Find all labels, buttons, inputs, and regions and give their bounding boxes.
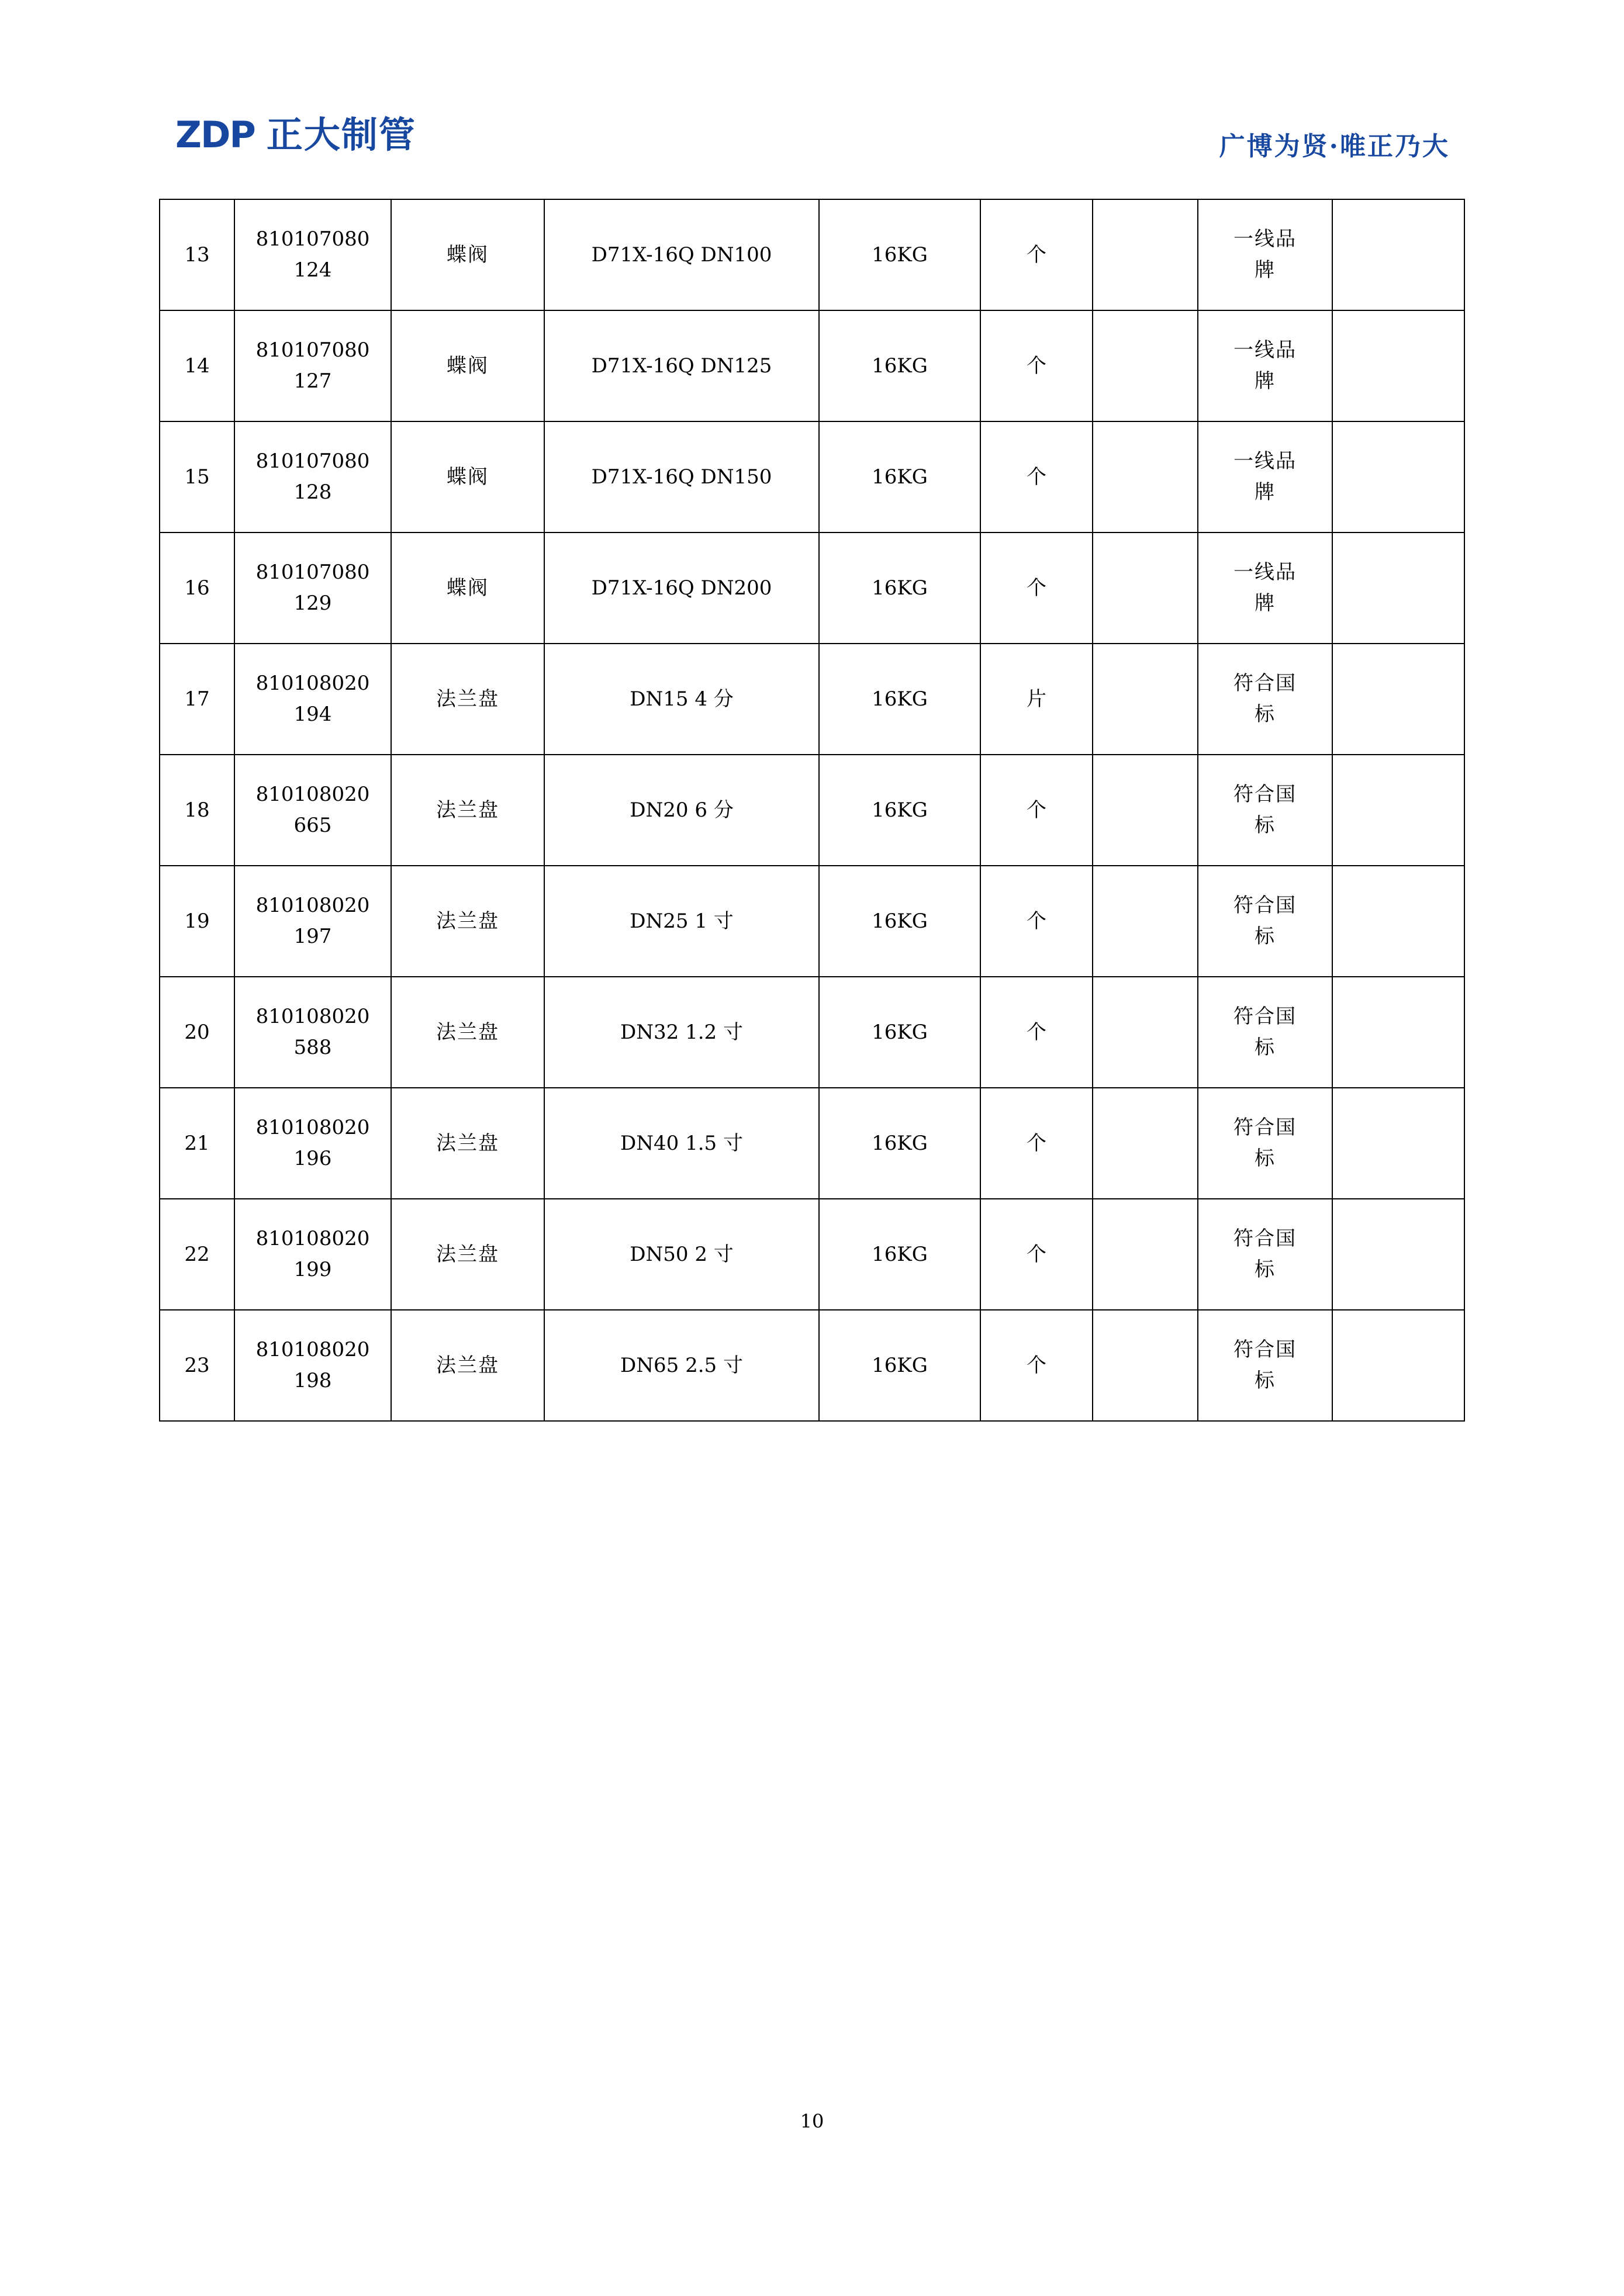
material-code-line2: 124 (293, 258, 332, 282)
row-product-name: 法兰盘 (391, 644, 544, 755)
page-header (175, 113, 1450, 187)
row-brand-requirement (1198, 866, 1332, 977)
row-index: 20 (160, 977, 234, 1088)
row-unit: 个 (980, 755, 1093, 866)
material-code-line2: 127 (293, 369, 332, 393)
row-unit: 个 (980, 1199, 1093, 1310)
row-brand-requirement (1198, 644, 1332, 755)
row-index: 18 (160, 755, 234, 866)
table-row (160, 199, 1464, 310)
row-pressure: 16KG (819, 421, 980, 532)
row-brand-requirement (1198, 1088, 1332, 1199)
row-material-code (234, 1199, 391, 1310)
table-row (160, 977, 1464, 1088)
brand-line2: 标 (1255, 814, 1276, 837)
material-code-line2: 588 (293, 1036, 332, 1059)
brand-line2: 牌 (1255, 592, 1276, 615)
row-unit: 个 (980, 310, 1093, 421)
table-row (160, 310, 1464, 421)
material-code-line2: 197 (293, 925, 332, 948)
material-code-line2: 665 (293, 814, 332, 837)
material-code-line1: 810108020 (255, 783, 370, 807)
row-brand-requirement (1198, 755, 1332, 866)
row-spec-model: D71X-16Q DN150 (544, 421, 819, 532)
row-quantity (1093, 644, 1198, 755)
row-quantity (1093, 1199, 1198, 1310)
row-note (1332, 199, 1464, 310)
row-unit: 个 (980, 421, 1093, 532)
brand-line1: 一线品 (1233, 449, 1297, 473)
row-material-code (234, 421, 391, 532)
row-note (1332, 977, 1464, 1088)
table-row (160, 1199, 1464, 1310)
material-code-line1: 810108020 (255, 1116, 370, 1140)
brand-line1: 符合国 (1233, 894, 1297, 918)
spec-table-body (160, 199, 1464, 1421)
row-product-name: 法兰盘 (391, 1310, 544, 1421)
row-index: 14 (160, 310, 234, 421)
row-index: 15 (160, 421, 234, 532)
brand-line1: 符合国 (1233, 1116, 1297, 1140)
row-index: 23 (160, 1310, 234, 1421)
row-spec-model: DN50 2 寸 (544, 1199, 819, 1310)
row-note (1332, 866, 1464, 977)
material-code-line1: 810107080 (255, 227, 370, 251)
material-code-line1: 810108020 (255, 1227, 370, 1251)
material-code-line1: 810107080 (255, 561, 370, 585)
row-quantity (1093, 1088, 1198, 1199)
material-code-line2: 196 (293, 1147, 332, 1170)
row-brand-requirement (1198, 977, 1332, 1088)
row-spec-model: DN20 6 分 (544, 755, 819, 866)
material-code-line2: 129 (293, 592, 332, 615)
brand-line2: 标 (1255, 1369, 1276, 1392)
row-quantity (1093, 421, 1198, 532)
row-pressure: 16KG (819, 532, 980, 644)
spec-table-container (159, 199, 1464, 1422)
row-note (1332, 421, 1464, 532)
row-product-name: 蝶阀 (391, 532, 544, 644)
row-index: 19 (160, 866, 234, 977)
brand-line2: 牌 (1255, 258, 1276, 282)
row-quantity (1093, 199, 1198, 310)
row-spec-model: DN15 4 分 (544, 644, 819, 755)
row-pressure: 16KG (819, 1088, 980, 1199)
row-spec-model: DN65 2.5 寸 (544, 1310, 819, 1421)
row-pressure: 16KG (819, 755, 980, 866)
page-footer (0, 2110, 1624, 2132)
row-note (1332, 1088, 1464, 1199)
row-pressure: 16KG (819, 1310, 980, 1421)
material-code-line1: 810107080 (255, 338, 370, 362)
row-product-name: 法兰盘 (391, 755, 544, 866)
row-pressure: 16KG (819, 866, 980, 977)
row-index: 17 (160, 644, 234, 755)
brand-line2: 标 (1255, 1147, 1276, 1170)
row-spec-model: DN32 1.2 寸 (544, 977, 819, 1088)
row-product-name: 法兰盘 (391, 866, 544, 977)
brand-line2: 标 (1255, 1258, 1276, 1281)
row-unit: 个 (980, 532, 1093, 644)
row-quantity (1093, 755, 1198, 866)
material-code-line1: 810108020 (255, 894, 370, 918)
row-material-code (234, 644, 391, 755)
row-spec-model: D71X-16Q DN125 (544, 310, 819, 421)
material-code-line2: 194 (293, 703, 332, 726)
row-brand-requirement (1198, 199, 1332, 310)
row-quantity (1093, 310, 1198, 421)
row-brand-requirement (1198, 310, 1332, 421)
row-material-code (234, 1310, 391, 1421)
row-brand-requirement (1198, 1310, 1332, 1421)
brand-line1: 符合国 (1233, 783, 1297, 807)
row-material-code (234, 1088, 391, 1199)
row-product-name: 法兰盘 (391, 1199, 544, 1310)
material-code-line1: 810107080 (255, 449, 370, 473)
brand-line2: 标 (1255, 925, 1276, 948)
page-number: 10 (800, 2110, 824, 2132)
material-code-line1: 810108020 (255, 672, 370, 696)
table-row (160, 644, 1464, 755)
row-index: 13 (160, 199, 234, 310)
logo-company-name: 正大制管 (266, 113, 416, 156)
brand-line1: 符合国 (1233, 1227, 1297, 1251)
row-pressure: 16KG (819, 310, 980, 421)
row-product-name: 蝶阀 (391, 421, 544, 532)
row-pressure: 16KG (819, 1199, 980, 1310)
row-material-code (234, 532, 391, 644)
row-material-code (234, 866, 391, 977)
table-row (160, 532, 1464, 644)
row-note (1332, 532, 1464, 644)
row-brand-requirement (1198, 1199, 1332, 1310)
row-index: 21 (160, 1088, 234, 1199)
brand-line1: 一线品 (1233, 338, 1297, 362)
brand-line2: 牌 (1255, 369, 1276, 393)
spec-table (159, 199, 1465, 1422)
row-quantity (1093, 866, 1198, 977)
row-note (1332, 310, 1464, 421)
company-logo (175, 113, 416, 156)
row-pressure: 16KG (819, 644, 980, 755)
brand-line1: 符合国 (1233, 1338, 1297, 1362)
row-spec-model: D71X-16Q DN200 (544, 532, 819, 644)
row-note (1332, 755, 1464, 866)
row-product-name: 法兰盘 (391, 977, 544, 1088)
row-pressure: 16KG (819, 977, 980, 1088)
table-row (160, 866, 1464, 977)
table-row (160, 1088, 1464, 1199)
brand-line1: 符合国 (1233, 672, 1297, 696)
brand-line1: 一线品 (1233, 561, 1297, 585)
row-product-name: 法兰盘 (391, 1088, 544, 1199)
row-note (1332, 1310, 1464, 1421)
row-material-code (234, 199, 391, 310)
table-row (160, 755, 1464, 866)
row-spec-model: DN40 1.5 寸 (544, 1088, 819, 1199)
material-code-line2: 128 (293, 480, 332, 504)
row-brand-requirement (1198, 532, 1332, 644)
row-note (1332, 1199, 1464, 1310)
row-quantity (1093, 532, 1198, 644)
brand-line2: 牌 (1255, 480, 1276, 504)
table-row (160, 421, 1464, 532)
row-product-name: 蝶阀 (391, 310, 544, 421)
company-slogan: 广博为贤·唯正乃大 (1219, 132, 1450, 161)
row-unit: 个 (980, 1310, 1093, 1421)
row-note (1332, 644, 1464, 755)
brand-line1: 符合国 (1233, 1005, 1297, 1029)
row-quantity (1093, 977, 1198, 1088)
material-code-line1: 810108020 (255, 1005, 370, 1029)
row-material-code (234, 977, 391, 1088)
table-row (160, 1310, 1464, 1421)
brand-line2: 标 (1255, 1036, 1276, 1059)
row-spec-model: DN25 1 寸 (544, 866, 819, 977)
row-brand-requirement (1198, 421, 1332, 532)
row-unit: 个 (980, 866, 1093, 977)
material-code-line2: 198 (293, 1369, 332, 1392)
row-pressure: 16KG (819, 199, 980, 310)
row-material-code (234, 755, 391, 866)
row-unit: 片 (980, 644, 1093, 755)
row-unit: 个 (980, 977, 1093, 1088)
row-spec-model: D71X-16Q DN100 (544, 199, 819, 310)
row-unit: 个 (980, 1088, 1093, 1199)
row-unit: 个 (980, 199, 1093, 310)
material-code-line1: 810108020 (255, 1338, 370, 1362)
row-product-name: 蝶阀 (391, 199, 544, 310)
row-material-code (234, 310, 391, 421)
logo-zdp-mark: ZDP (175, 113, 255, 156)
material-code-line2: 199 (293, 1258, 332, 1281)
row-index: 22 (160, 1199, 234, 1310)
brand-line2: 标 (1255, 703, 1276, 726)
row-index: 16 (160, 532, 234, 644)
brand-line1: 一线品 (1233, 227, 1297, 251)
row-quantity (1093, 1310, 1198, 1421)
